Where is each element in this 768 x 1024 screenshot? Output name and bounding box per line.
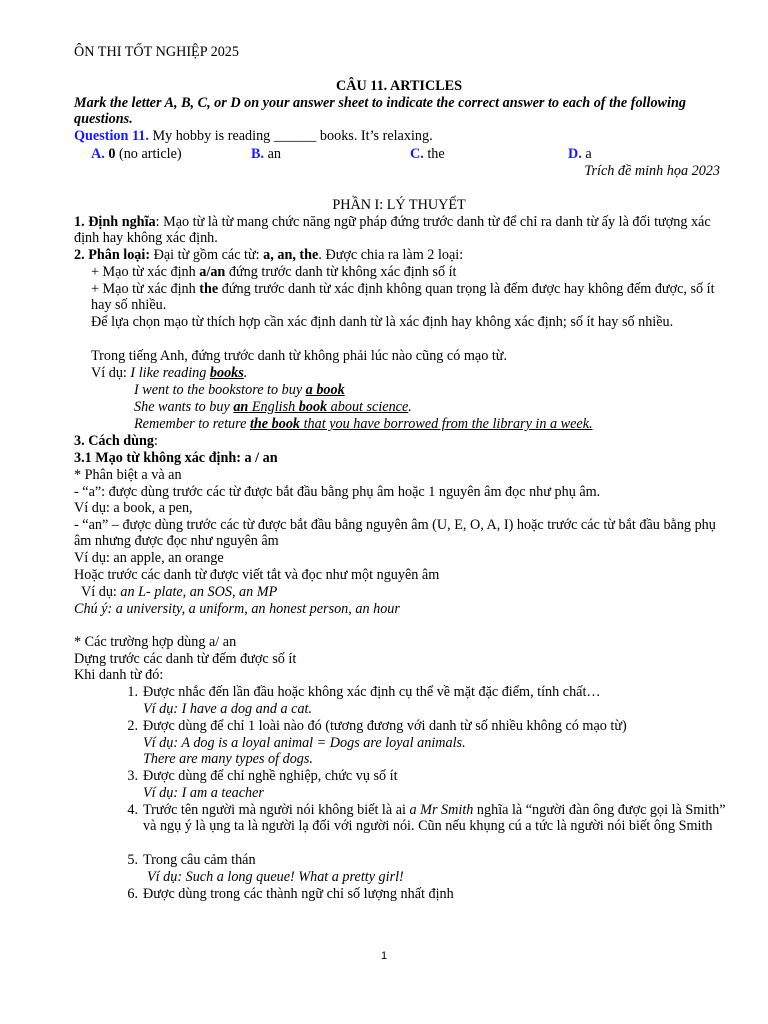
definition-paragraph bbox=[74, 214, 724, 246]
a-example: Ví dụ: a book, a pen, bbox=[74, 500, 193, 516]
classification-item-1 bbox=[91, 264, 456, 280]
list-item bbox=[116, 768, 398, 784]
classification-label: 2. Phân loại: bbox=[74, 247, 151, 263]
list-example: Ví dụ: I have a dog and a cat. bbox=[143, 701, 313, 717]
example-highlight: the book bbox=[249, 416, 301, 432]
list-item bbox=[116, 802, 143, 818]
example-highlight: an bbox=[233, 399, 249, 415]
list-item bbox=[116, 718, 627, 734]
example-text: She wants to buy bbox=[134, 399, 234, 415]
distinguish-line: * Phân biệt a và an bbox=[74, 467, 182, 483]
option-b-text: an bbox=[264, 146, 281, 162]
usage-colon: : bbox=[154, 433, 158, 449]
list-example-2: There are many types of dogs. bbox=[143, 751, 313, 767]
example-text: I went to the bookstore to buy bbox=[134, 382, 306, 398]
option-c-text: the bbox=[423, 146, 445, 162]
question-line bbox=[74, 128, 433, 144]
list-item bbox=[116, 852, 256, 868]
item-keyword: a/an bbox=[199, 264, 226, 280]
definition-label: 1. Định nghĩa bbox=[74, 214, 156, 230]
a-rule: - “a”: được dùng trước các từ được bắt đầu bằng phụ âm hoặc 1 nguyên âm đọc như phụ âm. bbox=[74, 484, 601, 500]
section-title: CÂU 11. ARTICLES bbox=[335, 78, 463, 94]
list-text-italic: a Mr Smith bbox=[409, 802, 474, 818]
list-example: Ví dụ: I am a teacher bbox=[143, 785, 264, 801]
list-number: 3. bbox=[127, 768, 138, 784]
an-rule: - “an” – được dùng trước các từ được bắt đầu bằng nguyên âm (U, E, O, A, I) hoặc trước các từ bắt đầu bằng phụ âm nhưng được đọc như nguyên âm bbox=[74, 517, 716, 549]
option-a-bold: 0 bbox=[108, 146, 116, 162]
example-underlined: that you have borrowed from the library in a week. bbox=[300, 416, 593, 432]
list-text bbox=[143, 802, 727, 834]
example-line-3 bbox=[134, 399, 412, 415]
example-highlight: books bbox=[209, 365, 244, 381]
example-line-4 bbox=[134, 416, 593, 432]
option-a bbox=[91, 146, 182, 162]
abbreviation-rule: Hoặc trước các danh từ được viết tắt và đọc như một nguyên âm bbox=[74, 567, 440, 583]
when-line: Khi danh từ đó: bbox=[74, 667, 164, 683]
example-label: Ví dụ: bbox=[91, 365, 131, 381]
an-example: Ví dụ: an apple, an orange bbox=[74, 550, 224, 566]
list-item bbox=[116, 886, 454, 902]
document-header: ÔN THI TỐT NGHIỆP 2025 bbox=[74, 44, 239, 60]
list-text: Được dùng trong các thành ngữ chỉ số lượng nhất định bbox=[143, 886, 454, 902]
list-text-end: nghĩa là “người đàn ông được gọi là Smith” và ngụ ý là ụng ta là người lạ đối với người nói. Cũn nếu khụng cú a tức là người nói biết ông Smith bbox=[143, 802, 726, 834]
list-number: 2. bbox=[127, 718, 138, 734]
list-text: Được dùng để chỉ nghề nghiệp, chức vụ số ít bbox=[143, 768, 398, 784]
example-end: . bbox=[243, 365, 248, 381]
item-text: + Mạo từ xác định bbox=[91, 264, 200, 280]
option-a-text: (no article) bbox=[115, 146, 182, 162]
example-highlight-2: book bbox=[298, 399, 328, 415]
item-text-end: đứng trước danh từ không xác định số ít bbox=[225, 264, 457, 280]
classification-line bbox=[74, 247, 463, 263]
classification-item-2 bbox=[91, 281, 727, 313]
list-number: 5. bbox=[127, 852, 138, 868]
list-text: Trong câu cảm thán bbox=[143, 852, 256, 868]
list-item bbox=[116, 684, 601, 700]
definition-text: : Mạo từ là từ mang chức năng ngữ pháp đứng trước danh từ để chỉ ra danh từ ấy là đối tượng xác định hay không xác định. bbox=[74, 214, 711, 246]
example-text: Remember to reture bbox=[134, 416, 250, 432]
question-source: Trích đề minh họa 2023 bbox=[584, 163, 720, 179]
list-number: 1. bbox=[127, 684, 138, 700]
option-d bbox=[568, 146, 592, 162]
item-text: + Mạo từ xác định bbox=[91, 281, 200, 297]
question-label: Question 11. bbox=[74, 128, 149, 144]
list-text: Được dùng để chỉ 1 loài nào đó (tương đương với danh từ số nhiều không có mạo từ) bbox=[143, 718, 627, 734]
list-text: Được nhắc đến lần đầu hoặc không xác định cụ thể về mặt đặc điểm, tính chất… bbox=[143, 684, 601, 700]
abbreviation-example bbox=[81, 584, 277, 600]
part-title: PHẦN I: LÝ THUYẾT bbox=[332, 197, 466, 213]
list-example: Ví dụ: A dog is a loyal animal = Dogs are loyal animals. bbox=[143, 735, 466, 751]
item-keyword: the bbox=[199, 281, 219, 297]
page-number: 1 bbox=[380, 950, 388, 962]
option-b-letter: B. bbox=[251, 146, 265, 162]
example-underlined: English bbox=[248, 399, 299, 415]
list-text-part: Trước tên người mà người nói không biết là ai bbox=[143, 802, 410, 818]
before-nouns-line: Dựng trước các danh từ đếm được số ít bbox=[74, 651, 297, 667]
instruction-text: Mark the letter A, B, C, or D on your answer sheet to indicate the correct answer to each of the following questions. bbox=[74, 95, 686, 127]
cases-heading: * Các trường hợp dùng a/ an bbox=[74, 634, 237, 650]
option-d-text: a bbox=[581, 146, 592, 162]
example-text: an L- plate, an SOS, an MP bbox=[120, 584, 278, 600]
classification-text-2: . Được chia ra làm 2 loại: bbox=[318, 247, 464, 263]
option-c-letter: C. bbox=[410, 146, 424, 162]
example-highlight: a book bbox=[305, 382, 345, 398]
list-example: Ví dụ: Such a long queue! What a pretty girl! bbox=[147, 869, 404, 885]
option-d-letter: D. bbox=[568, 146, 582, 162]
classification-text: Đại từ gồm các từ: bbox=[150, 247, 264, 263]
list-number: 6. bbox=[127, 886, 138, 902]
list-number: 4. bbox=[127, 802, 138, 818]
usage-heading bbox=[74, 433, 158, 449]
note-paragraph: Trong tiếng Anh, đứng trước danh từ không phải lúc nào cũng có mạo từ. bbox=[91, 348, 508, 364]
example-text: I like reading bbox=[130, 365, 210, 381]
option-c bbox=[410, 146, 445, 162]
example-label: Ví dụ: bbox=[81, 584, 121, 600]
selection-paragraph: Để lựa chọn mạo từ thích hợp cần xác định danh từ là xác định hay không xác định; số ít hay số nhiều. bbox=[91, 314, 674, 330]
example-line-2 bbox=[134, 382, 345, 398]
option-a-letter: A. bbox=[91, 146, 105, 162]
example-underlined-2: about science bbox=[327, 399, 409, 415]
item-text-end: đứng trước danh từ xác định không quan trọng là đếm được hay không đếm được, số ít hay số nhiều. bbox=[91, 281, 715, 313]
example-line-1 bbox=[91, 365, 247, 381]
usage-label: 3. Cách dùng bbox=[74, 433, 155, 449]
usage-subheading: 3.1 Mạo từ không xác định: a / an bbox=[74, 450, 278, 466]
article-words: a, an, the bbox=[263, 247, 319, 263]
example-end: . bbox=[408, 399, 412, 415]
question-text: My hobby is reading ______ books. It’s relaxing. bbox=[148, 128, 433, 144]
note-line: Chú ý: a university, a uniform, an honest person, an hour bbox=[74, 601, 400, 617]
option-b bbox=[251, 146, 281, 162]
